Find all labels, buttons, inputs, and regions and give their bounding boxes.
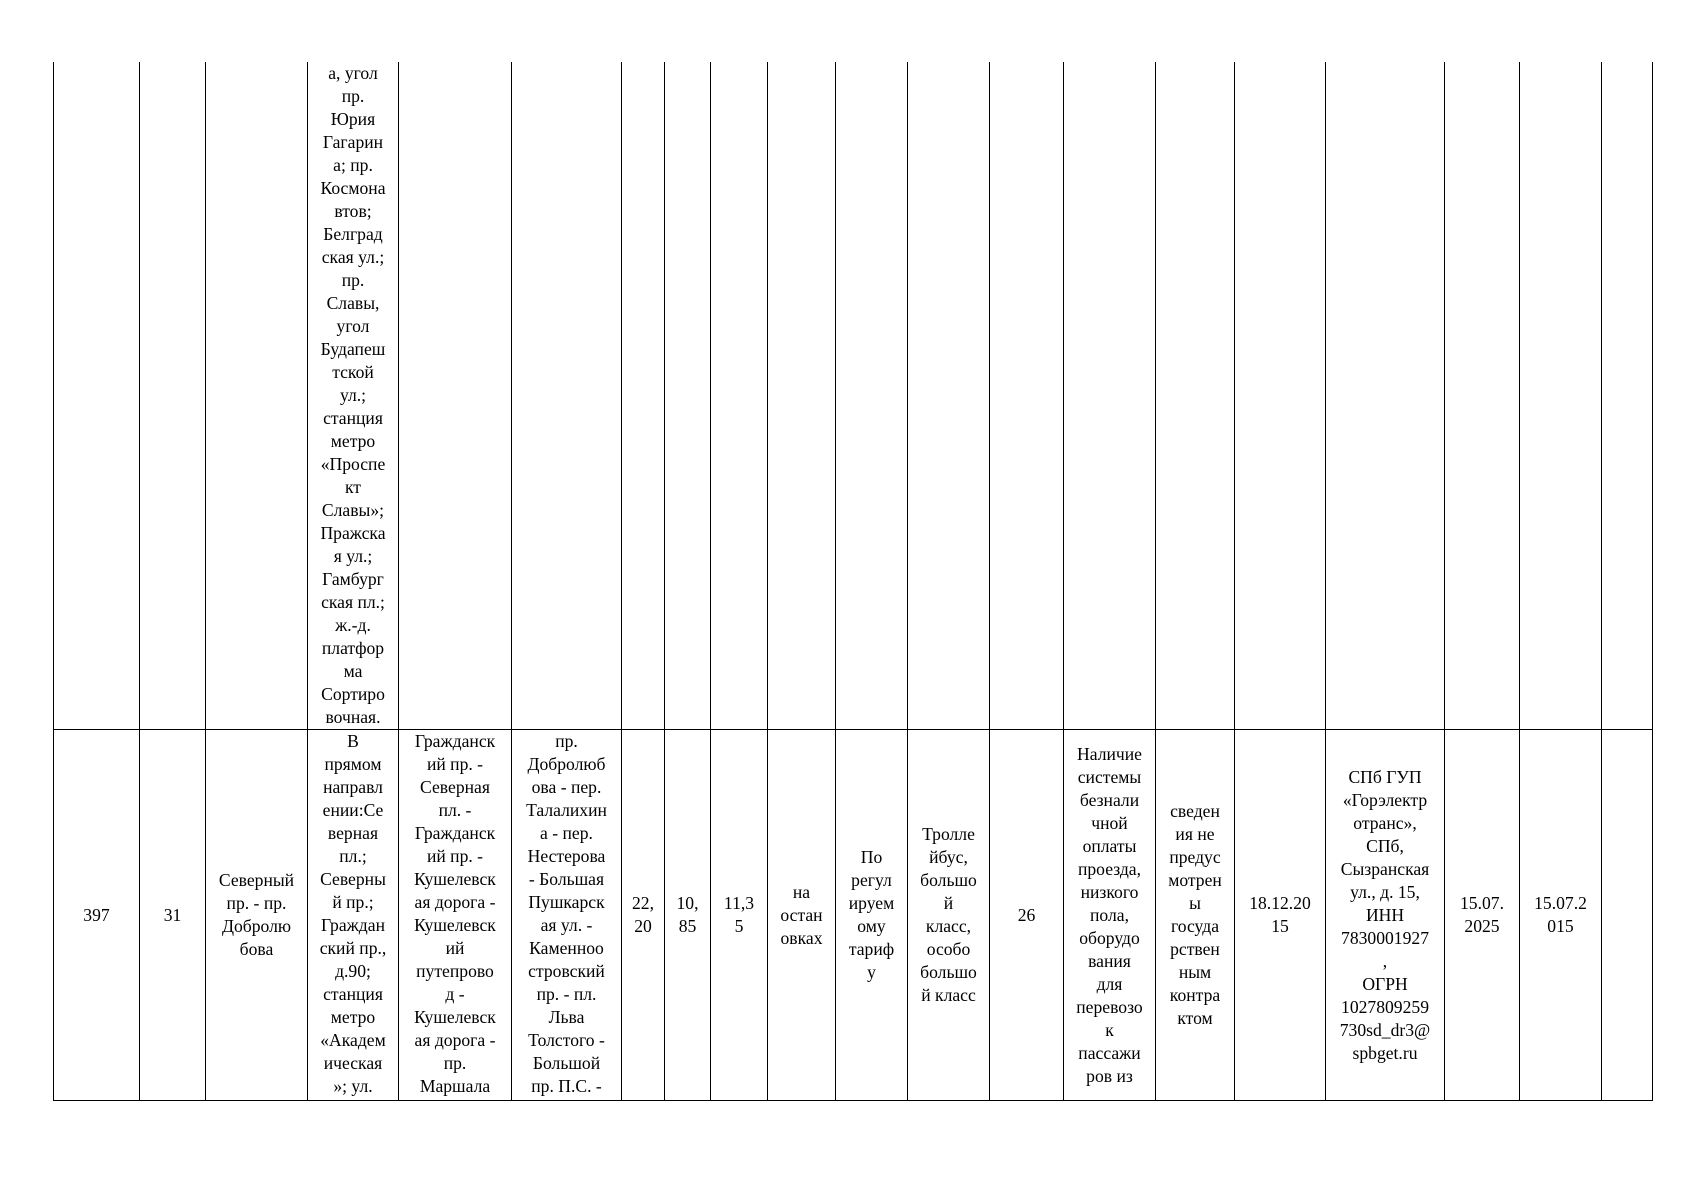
table-cell	[1602, 62, 1653, 730]
table-cell	[990, 62, 1064, 730]
table-cell	[711, 62, 768, 730]
tariff-cell: По регул ируем ому тариф у	[836, 730, 908, 1101]
table-cell	[399, 62, 512, 730]
table-cell	[512, 62, 622, 730]
streets-forward-cell: Гражданск ий пр. - Северная пл. - Гражданск ий пр. - Кушелевск ая дорога - Кушелевск ий путепрово д - Кушелевск ая дорога - пр. Маршала	[399, 730, 512, 1101]
table-cell	[140, 62, 206, 730]
route-name-cell: Северный пр. - пр. Добролю бова	[206, 730, 308, 1101]
characteristics-cell: Наличие системы безнали чной оплаты проезда, низкого пола, оборудо вания для перевозо к пассажи ров из	[1064, 730, 1156, 1101]
route-registry-table	[53, 62, 1653, 1101]
length-forward-cell: 22, 20	[622, 730, 665, 1101]
table-cell	[836, 62, 908, 730]
length-total-cell: 11,3 5	[711, 730, 768, 1101]
contract-info-cell: сведен ия не предус мотрен ы госуда рствен ным контра ктом	[1156, 730, 1235, 1101]
carrier-cell: СПб ГУП «Горэлектр отранс», СПб, Сызранская ул., д. 15, ИНН 7830001927 , ОГРН 1027809259 730sd_dr3@ spbget.ru	[1326, 730, 1445, 1101]
streets-backward-cell: пр. Добролюб ова - пер. Талалихин а - пер. Нестерова - Большая Пушкарск ая ул. - Каменноо стровский пр. - пл. Льва Толстого - Большой пр. П.С. -	[512, 730, 622, 1101]
table-cell	[54, 62, 140, 730]
vehicle-type-cell: Тролле йбус, большо й класс, особо большо й класс	[908, 730, 990, 1101]
table-cell	[622, 62, 665, 730]
table-row	[54, 62, 1653, 730]
table-cell	[665, 62, 711, 730]
extra-cell	[1602, 730, 1653, 1101]
registry-number-cell: 397	[54, 730, 140, 1101]
date-1-cell: 15.07. 2025	[1445, 730, 1520, 1101]
length-backward-cell: 10, 85	[665, 730, 711, 1101]
table-cell	[1235, 62, 1326, 730]
table-cell	[1156, 62, 1235, 730]
table-cell	[1064, 62, 1156, 730]
table-cell	[768, 62, 836, 730]
date-2-cell: 15.07.2 015	[1520, 730, 1602, 1101]
table-cell	[1326, 62, 1445, 730]
table-cell	[908, 62, 990, 730]
route-number-cell: 31	[140, 730, 206, 1101]
stops-cell: В прямом направл ении:Се верная пл.; Северны й пр.; Граждан ский пр., д.90; станция метро «Академ ическая »; ул.	[308, 730, 399, 1101]
stops-continuation-cell: а, угол пр. Юрия Гагарин а; пр. Космона втов; Белград ская ул.; пр. Славы, угол Будапеш тской ул.; станция метро «Проспе кт Славы»; Пражска я ул.; Гамбург ская пл.; ж.-д. платфор ма Сортиро вочная.	[308, 62, 399, 730]
table-cell	[206, 62, 308, 730]
table-cell	[1520, 62, 1602, 730]
table-row	[54, 730, 1653, 1101]
start-date-cell: 18.12.20 15	[1235, 730, 1326, 1101]
vehicle-count-cell: 26	[990, 730, 1064, 1101]
table-cell	[1445, 62, 1520, 730]
boarding-order-cell: на остан овках	[768, 730, 836, 1101]
